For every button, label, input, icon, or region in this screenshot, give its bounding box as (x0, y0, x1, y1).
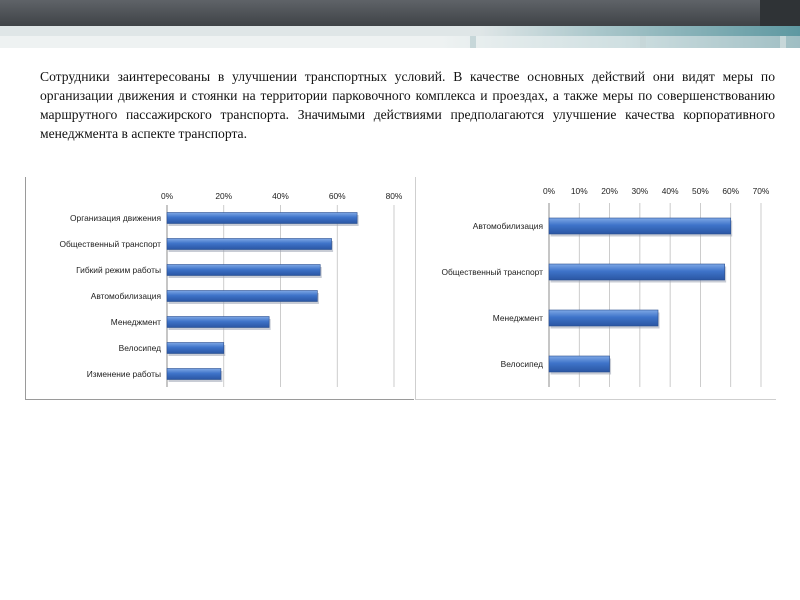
chart-left-category-label: Гибкий режим работы (76, 265, 161, 275)
chart-left-bar (167, 291, 317, 302)
chart-left-category-label: Автомобилизация (90, 291, 161, 301)
chart-right-tick-label: 20% (601, 186, 618, 196)
stripe-mark (780, 36, 786, 48)
stripe-mark (640, 36, 646, 48)
chart-right-svg (416, 177, 776, 399)
chart-left-tick-label: 80% (385, 191, 403, 201)
chart-left-category-label: Велосипед (118, 343, 161, 353)
chart-right-category-label: Автомобилизация (472, 221, 543, 231)
chart-measures-key (415, 177, 776, 400)
chart-right-category-label: Велосипед (500, 359, 543, 369)
chart-right-bar (549, 218, 731, 234)
slide-header-accent (760, 0, 800, 26)
chart-right-tick-label: 60% (722, 186, 740, 196)
chart-left-bar (167, 343, 224, 354)
chart-measures-all (25, 177, 414, 400)
chart-right-tick-label: 30% (631, 186, 649, 196)
chart-right-category-label: Менеджмент (492, 313, 543, 323)
chart-left-tick-label: 0% (160, 191, 174, 201)
chart-right-tick-label: 10% (570, 186, 588, 196)
stripe-mark (470, 36, 476, 48)
chart-right-tick-label: 70% (752, 186, 770, 196)
chart-left-bar (167, 317, 269, 328)
chart-right-category-label: Общественный транспорт (441, 267, 543, 277)
slide-header-stripe (0, 26, 800, 36)
chart-left-bar (167, 213, 357, 224)
chart-left-tick-label: 60% (328, 191, 346, 201)
chart-right-tick-label: 0% (542, 186, 556, 196)
chart-left-category-label: Организация движения (70, 213, 161, 223)
chart-left-bar (167, 265, 320, 276)
chart-right-bar (549, 310, 658, 326)
chart-left-category-label: Изменение работы (86, 369, 161, 379)
slide-header-band (0, 0, 800, 26)
chart-right-bar (549, 264, 725, 280)
chart-right-tick-label: 50% (692, 186, 709, 196)
slide-header-substripe (0, 36, 800, 48)
chart-left-bar (167, 239, 332, 250)
slide-paragraph: Сотрудники заинтересованы в улучшении транспортных условий. В качестве основных действий они видят меры по организации движения и стоянки на территории парковочного комплекса и проездах, а также меры по совершенствованию маршрутного пассажирского транспорта. Значимыми действиями предполагаются улучшение качества корпоративного менеджмента в аспекте транспорта. (40, 69, 775, 141)
chart-left-category-label: Общественный транспорт (59, 239, 161, 249)
chart-left-category-label: Менеджмент (110, 317, 161, 327)
chart-left-tick-label: 40% (272, 191, 289, 201)
chart-left-svg (26, 177, 414, 399)
chart-left-tick-label: 20% (215, 191, 233, 201)
chart-right-tick-label: 40% (661, 186, 679, 196)
chart-left-bar (167, 369, 221, 380)
chart-right-bar (549, 356, 610, 372)
